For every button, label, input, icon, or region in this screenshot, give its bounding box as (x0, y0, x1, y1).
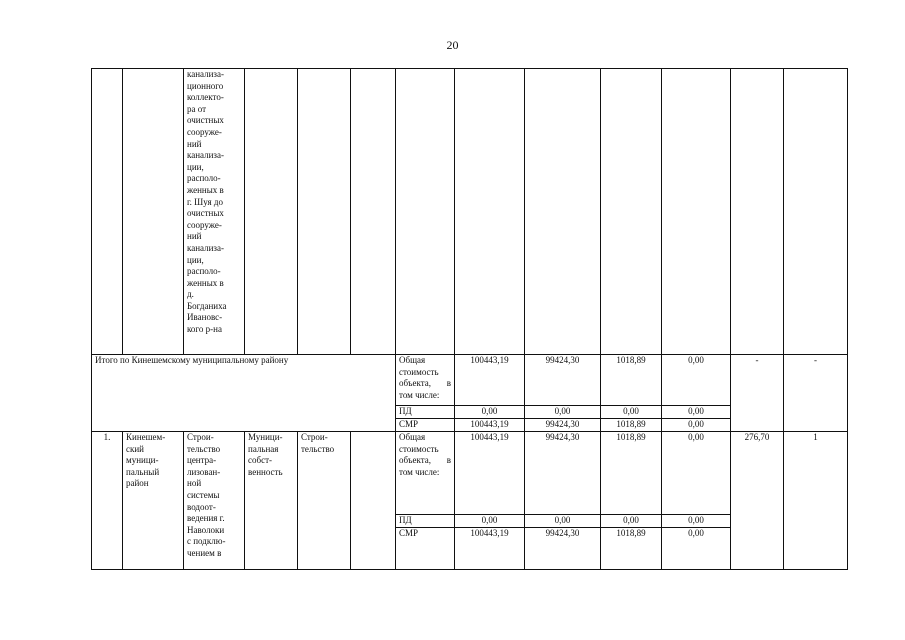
object-value-2: 99424,30 (525, 432, 601, 515)
cell-value-4 (662, 69, 731, 355)
cell-extra-2 (784, 69, 848, 355)
object-blank (351, 432, 396, 570)
object-value-1: 100443,19 (455, 528, 525, 570)
cell-value-1 (455, 69, 525, 355)
cell-work-type (298, 69, 351, 355)
total-value-2: 99424,30 (525, 419, 601, 432)
cell-number (92, 69, 123, 355)
cell-municipality (123, 69, 184, 355)
continuation-row (92, 69, 848, 355)
total-value-4: 0,00 (662, 355, 731, 406)
object-value-1: 100443,19 (455, 432, 525, 515)
total-value-3: 1018,89 (601, 419, 662, 432)
object-extra-2: 1 (784, 432, 848, 570)
cell-blank (351, 69, 396, 355)
object-number: 1. (92, 432, 123, 570)
total-item: Общая стоимость объекта, в том числе: (396, 355, 455, 406)
total-value-3: 0,00 (601, 406, 662, 419)
object-work-type: Строи- тельство (298, 432, 351, 570)
cell-value-2 (525, 69, 601, 355)
total-row-total (92, 355, 848, 406)
object-item: Общая стоимость объекта, в том числе: (396, 432, 455, 515)
object-item: ПД (396, 515, 455, 528)
total-value-2: 0,00 (525, 406, 601, 419)
cell-value-3 (601, 69, 662, 355)
total-value-4: 0,00 (662, 406, 731, 419)
object-item: СМР (396, 528, 455, 570)
object-value-4: 0,00 (662, 528, 731, 570)
total-label: Итого по Кинешемскому муниципальному району (92, 355, 396, 432)
object-extra-1: 276,70 (731, 432, 784, 570)
total-value-1: 100443,19 (455, 355, 525, 406)
object-value-1: 0,00 (455, 515, 525, 528)
object-row-total (92, 432, 848, 515)
total-value-1: 0,00 (455, 406, 525, 419)
cell-object-name: канализа- ционного коллекто- ра от очистных сооруже- ний канализа- ции, располо- женных в г. Шуя до очистных сооруже- ний канализа- ции, располо- женных в д. Богданиха Ивановс- кого р-на (184, 69, 245, 355)
object-value-4: 0,00 (662, 515, 731, 528)
total-item: ПД (396, 406, 455, 419)
object-value-4: 0,00 (662, 432, 731, 515)
total-extra-2: - (784, 355, 848, 432)
total-value-2: 99424,30 (525, 355, 601, 406)
object-ownership: Муници- пальная собст- венность (245, 432, 298, 570)
object-value-2: 0,00 (525, 515, 601, 528)
cell-extra-1 (731, 69, 784, 355)
total-value-3: 1018,89 (601, 355, 662, 406)
total-item: СМР (396, 419, 455, 432)
total-value-4: 0,00 (662, 419, 731, 432)
budget-table (91, 68, 848, 570)
object-municipality: Кинешем- ский муници- пальный район (123, 432, 184, 570)
page-number: 20 (446, 38, 459, 52)
object-value-3: 1018,89 (601, 528, 662, 570)
total-value-1: 100443,19 (455, 419, 525, 432)
total-extra-1: - (731, 355, 784, 432)
cell-item (396, 69, 455, 355)
object-value-2: 99424,30 (525, 528, 601, 570)
object-value-3: 1018,89 (601, 432, 662, 515)
object-value-3: 0,00 (601, 515, 662, 528)
object-name: Строи- тельство центра- лизован- ной системы водоот- ведения г. Наволоки с подклю- чением в (184, 432, 245, 570)
cell-ownership (245, 69, 298, 355)
